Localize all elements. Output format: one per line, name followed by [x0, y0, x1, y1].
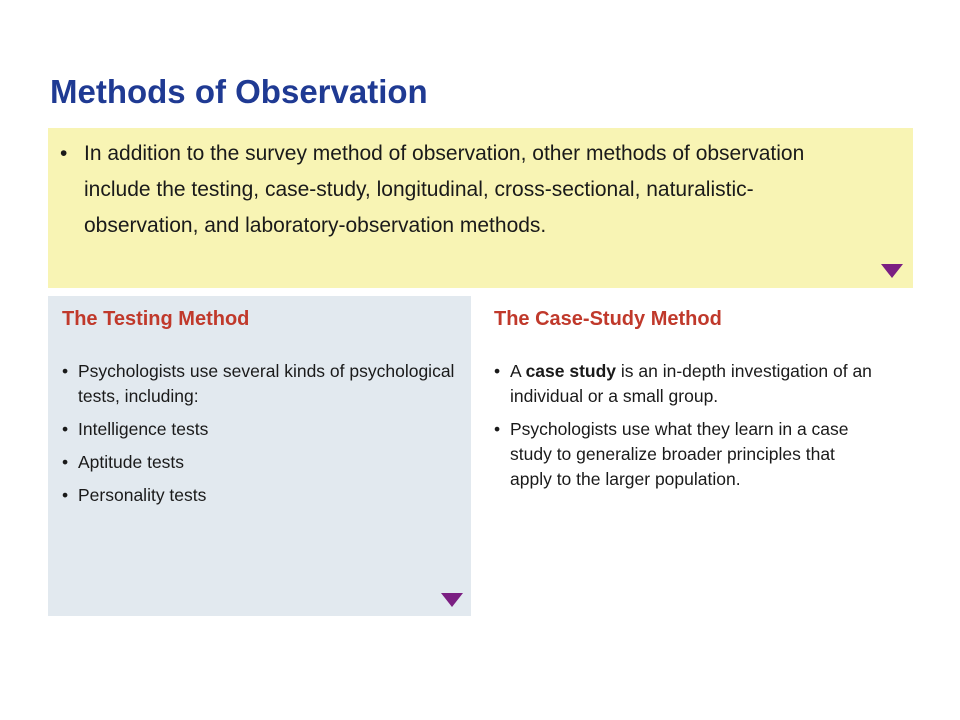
testing-method-list — [62, 359, 457, 508]
list-item — [494, 359, 896, 409]
list-item: • Psychologists use several kinds of psychological tests, including: — [62, 359, 457, 409]
case-study-method-panel — [480, 296, 910, 616]
testing-method-panel — [48, 296, 471, 616]
testing-method-heading: The Testing Method — [62, 308, 250, 330]
down-triangle-icon[interactable] — [881, 264, 903, 278]
list-item: • Intelligence tests — [62, 417, 457, 442]
case-study-method-heading: The Case-Study Method — [494, 308, 722, 330]
list-item: • Personality tests — [62, 483, 457, 508]
case-study-term: case study — [525, 361, 617, 381]
intro-list — [60, 136, 853, 244]
bullet-text: is an in-depth investigation of an individual or a small group. — [510, 361, 872, 406]
list-item: • Aptitude tests — [62, 450, 457, 475]
down-triangle-icon[interactable] — [441, 593, 463, 607]
bullet-text: A — [510, 361, 526, 381]
intro-box — [48, 128, 913, 288]
case-study-method-list — [494, 359, 896, 492]
list-item: • Psychologists use what they learn in a case study to generalize broader principles that apply to the larger population. — [494, 417, 896, 492]
intro-bullet: • In addition to the survey method of observation, other methods of observation include the testing, case-study, longitudinal, cross-sectional, naturalistic-observation, and laboratory-observation methods. — [60, 136, 853, 244]
slide-title: Methods of Observation — [50, 73, 428, 110]
